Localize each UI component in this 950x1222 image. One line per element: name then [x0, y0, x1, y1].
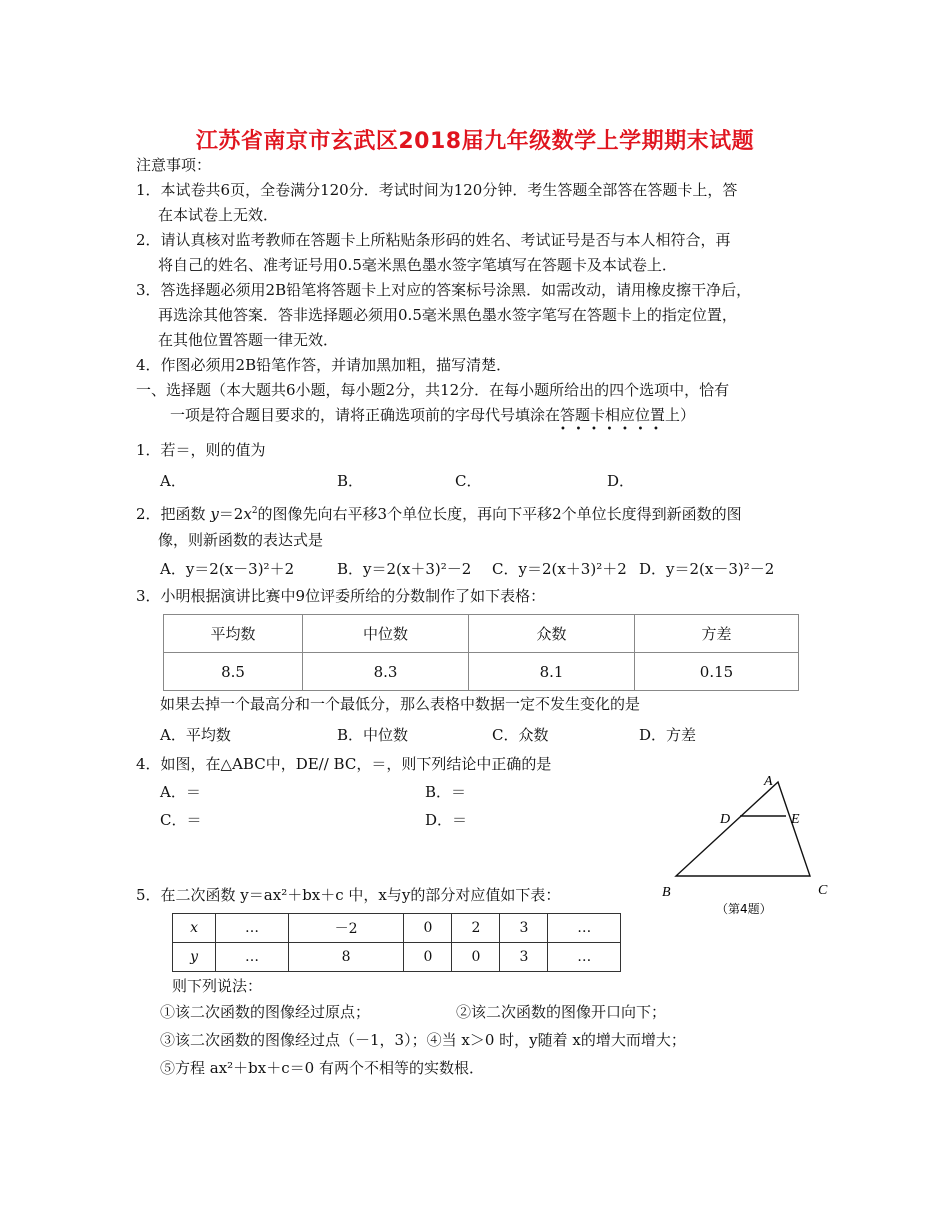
question-3-stem: 3．小明根据演讲比赛中9位评委所给的分数制作了如下表格：: [136, 587, 546, 605]
vertex-label-d: D: [720, 812, 731, 827]
question-3-option-a: A．平均数: [160, 726, 231, 744]
table-row: [173, 914, 621, 943]
notice-item-1a: 1．本试卷共6页，全卷满分120分．考试时间为120分钟．考生答题全部答在答题卡上，答: [136, 181, 738, 199]
question-4-option-c: C．＝: [160, 811, 202, 829]
table-cell: 0.15: [635, 653, 799, 691]
table-cell: 0: [452, 943, 500, 972]
notice-item-4: 4．作图必须用2B铅笔作答，并请加黑加粗，描写清楚．: [136, 356, 512, 374]
table-cell: －2: [288, 914, 404, 943]
table-header-cell: 方差: [635, 615, 799, 653]
table-row: [173, 943, 621, 972]
table-row: [164, 653, 799, 691]
question-1-option-a: A．: [160, 472, 186, 490]
table-cell: 0: [404, 943, 452, 972]
question-2-option-c: C．y＝2(x＋3)²＋2: [492, 560, 627, 578]
table-cell: …: [548, 914, 621, 943]
notice-item-3a: 3．答选择题必须用2B铅笔将答题卡上对应的答案标号涂黑．如需改动，请用橡皮擦干净后，: [136, 281, 752, 299]
emphasis-dots-text: 答题卡相应位置上 •••••••: [560, 406, 681, 435]
notice-item-1b: 在本试卷上无效．: [158, 206, 279, 224]
notice-heading: 注意事项：: [136, 156, 212, 174]
table-cell: 3: [500, 914, 548, 943]
notice-item-3c: 在其他位置答题一律无效．: [158, 331, 339, 349]
question-3-follow-up: 如果去掉一个最高分和一个最低分，那么表格中数据一定不发生变化的是: [160, 695, 641, 713]
triangle-abc: [676, 782, 810, 876]
vertex-label-b: B: [662, 885, 671, 900]
notice-item-3b: 再选涂其他答案．答非选择题必须用0.5毫米黑色墨水签字笔写在答题卡上的指定位置，: [158, 306, 737, 324]
question-2-option-a: A．y＝2(x－3)²＋2: [160, 560, 295, 578]
table-cell: 3: [500, 943, 548, 972]
section-1-instruction: 一项是符合题目要求的，请将正确选项前的字母代号填涂在答题卡相应位置上 ••••••• ）: [170, 406, 696, 435]
figure-caption: （第4题）: [716, 902, 772, 916]
table-header-cell: 平均数: [164, 615, 303, 653]
statement-1: ①该二次函数的图像经过原点；: [160, 1003, 371, 1021]
notice-item-2a: 2．请认真核对监考教师在答题卡上所粘贴条形码的姓名、考试证号是否与本人相符合，再: [136, 231, 731, 249]
function-value-table: [172, 913, 621, 972]
question-3-option-d: D．方差: [639, 726, 697, 744]
table-cell: y: [173, 943, 216, 972]
question-4-option-a: A．＝: [160, 783, 201, 801]
table-cell: 2: [452, 914, 500, 943]
notice-item-2b: 将自己的姓名、准考证号用0.5毫米黑色墨水签字笔填写在答题卡及本试卷上．: [158, 256, 677, 274]
page-title: 江苏省南京市玄武区2018届九年级数学上学期期末试题: [195, 129, 755, 154]
question-3-option-c: C．众数: [492, 726, 549, 744]
vertex-label-c: C: [818, 883, 828, 898]
question-4-stem: 4．如图，在△ABC中，DE// BC，＝，则下列结论中正确的是: [136, 755, 552, 773]
question-3-option-b: B．中位数: [337, 726, 409, 744]
table-cell: …: [216, 914, 289, 943]
section-1-heading: 一、选择题（本大题共6小题，每小题2分，共12分．在每小题所给出的四个选项中，恰有: [136, 381, 730, 399]
question-1-option-d: D．: [607, 472, 635, 490]
triangle-figure: [660, 772, 840, 922]
table-cell: 8.1: [469, 653, 635, 691]
question-2-stem-cont: 像，则新函数的表达式是: [158, 531, 324, 549]
question-5-stem: 5．在二次函数 y＝ax²＋bx＋c 中，x与y的部分对应值如下表：: [136, 886, 561, 904]
question-2-stem: 2．把函数 $y=2x^2$的图像先向右平移3个单位长度，再向下平移2个单位长度得到新函数的图: [136, 505, 742, 523]
question-1-stem: 1．若＝，则的值为: [136, 441, 266, 459]
table-cell: 8: [288, 943, 404, 972]
table-cell: x: [173, 914, 216, 943]
question-2-option-d: D．y＝2(x－3)²－2: [639, 560, 775, 578]
question-1-option-c: C．: [455, 472, 482, 490]
table-header-cell: 众数: [469, 615, 635, 653]
score-statistics-table: [163, 614, 799, 691]
table-cell: …: [548, 943, 621, 972]
vertex-label-e: E: [791, 812, 800, 827]
question-5-then: 则下列说法：: [172, 977, 263, 995]
question-1-option-b: B．: [337, 472, 364, 490]
table-cell: 0: [404, 914, 452, 943]
table-cell: 8.3: [303, 653, 469, 691]
question-2-option-b: B．y＝2(x＋3)²－2: [337, 560, 472, 578]
table-row: [164, 615, 799, 653]
question-4-option-d: D．＝: [425, 811, 468, 829]
table-cell: 8.5: [164, 653, 303, 691]
statement-5: ⑤方程 ax²＋bx＋c＝0 有两个不相等的实数根．: [160, 1059, 484, 1077]
table-cell: …: [216, 943, 289, 972]
table-header-cell: 中位数: [303, 615, 469, 653]
question-4-option-b: B．＝: [425, 783, 467, 801]
statement-2: ②该二次函数的图像开口向下；: [456, 1003, 667, 1021]
statement-3-4: ③该二次函数的图像经过点（－1，3）；④当 x＞0 时，y随着 x的增大而增大；: [160, 1031, 686, 1049]
vertex-label-a: A: [764, 774, 773, 789]
